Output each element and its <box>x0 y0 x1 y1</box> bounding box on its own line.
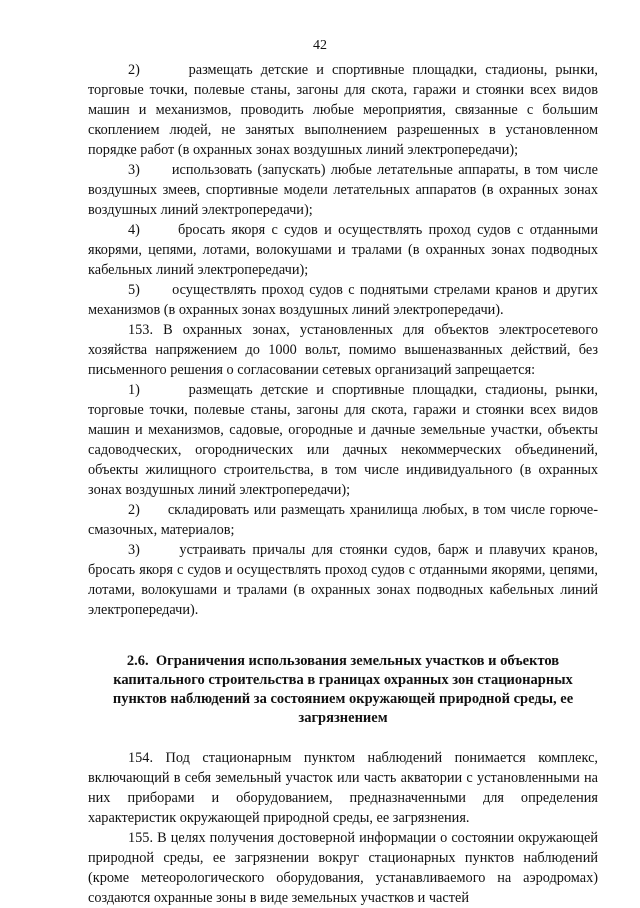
list-item-1: 1) размещать детские и спортивные площадки, стадионы, рынки, торговые точки, полевые станы, загоны для скота, гаражи и стоянки всех видов машин и механизмов, садовые, огородные и дачные земельные участки, объекты садоводческих, огороднических или дачных некоммерческих объединений, объекты жилищного строительства, в том числе индивидуального (в охранных зонах воздушных линий электропередачи); <box>88 382 598 498</box>
section-heading: 2.6. Ограничения использования земельных участков и объектов капитального строительства в границах охранных зон стационарных пунктов наблюдений за состоянием окружающей природной среды, ее загрязнением <box>112 653 574 726</box>
list-item-5: 5) осуществлять проход судов с поднятыми стрелами кранов и других механизмов (в охранных зонах воздушных линий электропередачи). <box>88 282 598 318</box>
list-item-2: 2) размещать детские и спортивные площадки, стадионы, рынки, торговые точки, полевые станы, загоны для скота, гаражи и стоянки всех видов машин и механизмов, проводить любые мероприятия, связанные с большим скоплением людей, не занятых выполнением разрешенных в установленном порядке работ (в охранных зонах воздушных линий электропередачи); <box>88 62 598 158</box>
list-item-3: 3) использовать (запускать) любые летательные аппараты, в том числе воздушных змеев, спортивные модели летательных аппаратов (в охранных зонах воздушных линий электропередачи); <box>88 162 598 218</box>
list-item-3b: 3) устраивать причалы для стоянки судов, барж и плавучих кранов, бросать якоря с судов и осуществлять проход судов с отданными якорями, цепями, лотами, волокушами и тралами (в охранных зонах подводных кабельных линий электропередачи). <box>88 542 598 618</box>
list-item-4: 4) бросать якоря с судов и осуществлять проход судов с отданными якорями, цепями, лотами, волокушами и тралами (в охранных зонах подводных кабельных линий электропередачи); <box>88 222 598 278</box>
list-item-2b: 2) складировать или размещать хранилища любых, в том числе горюче-смазочных, материалов; <box>88 502 598 538</box>
page-number: 42 <box>313 38 327 53</box>
document-body <box>88 60 598 908</box>
paragraph-155: 155. В целях получения достоверной информации о состоянии окружающей природной среды, ее загрязнении вокруг стационарных пунктов наблюдений (кроме метеорологического оборудования, устанавливаемого на аэродромах) создаются охранные зоны в виде земельных участков и частей <box>88 830 598 906</box>
paragraph-154: 154. Под стационарным пунктом наблюдений понимается комплекс, включающий в себя земельный участок или часть акватории с установленными на них приборами и оборудованием, предназначенными для определения характеристик окружающей природной среды, ее загрязнения. <box>88 750 598 826</box>
paragraph-153: 153. В охранных зонах, установленных для объектов электросетевого хозяйства напряжением до 1000 вольт, помимо вышеназванных действий, без письменного решения о согласовании сетевых организаций запрещается: <box>88 322 598 378</box>
